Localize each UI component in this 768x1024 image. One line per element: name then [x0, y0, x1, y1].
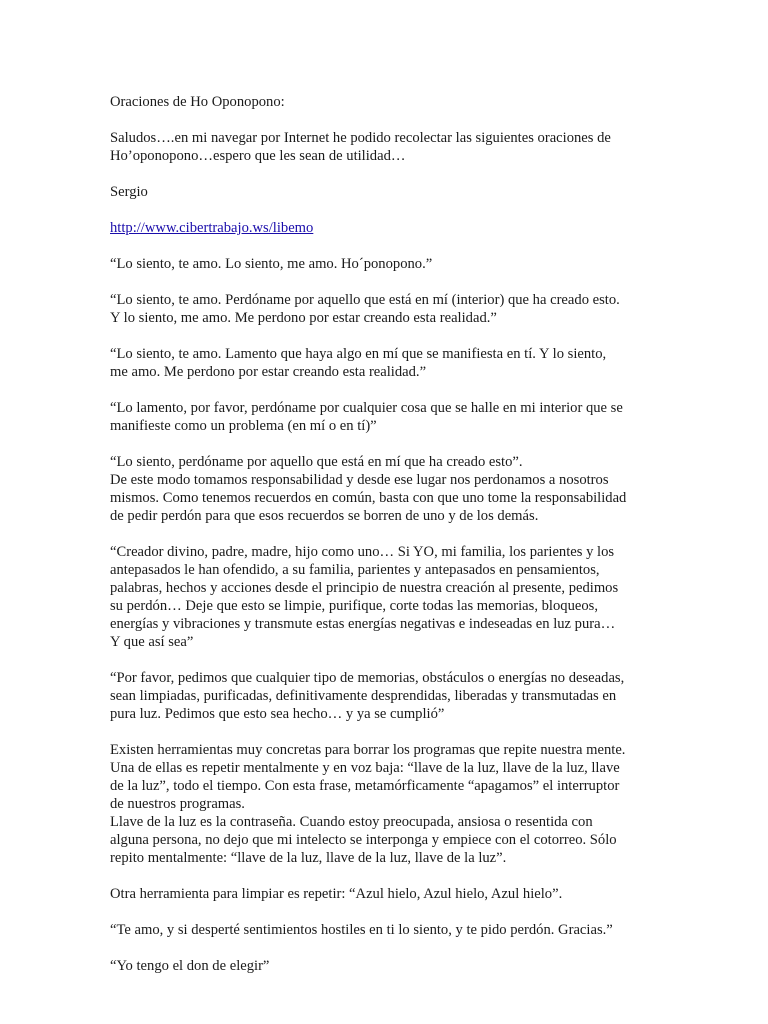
text-line: pura luz. Pedimos que esto sea hecho… y ya se cumplió” [110, 706, 445, 722]
prayer-paragraph [110, 885, 728, 903]
prayer-paragraph [110, 741, 728, 867]
intro-paragraph [110, 129, 728, 165]
text-line: “Por favor, pedimos que cualquier tipo de memorias, obstáculos o energías no deseadas, [110, 670, 625, 686]
text-line: De este modo tomamos responsabilidad y desde ese lugar nos perdonamos a nosotros [110, 472, 609, 488]
prayer-paragraph [110, 399, 728, 435]
prayer-paragraph [110, 453, 728, 525]
text-line: antepasados le han ofendido, a su familia, parientes y antepasados en pensamientos, [110, 562, 600, 578]
prayer-paragraph [110, 255, 728, 273]
text-line: palabras, hechos y acciones desde el principio de nuestra creación al presente, pedimos [110, 580, 619, 596]
text-line: “Yo tengo el don de elegir” [110, 958, 270, 974]
text-line: energías y vibraciones y transmute estas energías negativas e indeseadas en luz pura… [110, 616, 616, 632]
text-line: Y que así sea” [110, 634, 194, 650]
website-link[interactable]: http://www.cibertrabajo.ws/libemo [110, 220, 314, 236]
text-line: repito mentalmente: “llave de la luz, llave de la luz, llave de la luz”. [110, 850, 507, 866]
text-line: sean limpiadas, purificadas, definitivamente desprendidas, liberadas y transmutadas en [110, 688, 617, 704]
text-line: de la luz”, todo el tiempo. Con esta frase, metamórficamente “apagamos” el interruptor [110, 778, 620, 794]
text-line: “Creador divino, padre, madre, hijo como uno… Si YO, mi familia, los parientes y los [110, 544, 615, 560]
text-line: “Lo siento, perdóname por aquello que está en mí que ha creado esto”. [110, 454, 523, 470]
text-line: Existen herramientas muy concretas para borrar los programas que repite nuestra mente. [110, 742, 626, 758]
text-line: “Lo siento, te amo. Perdóname por aquello que está en mí (interior) que ha creado esto. [110, 292, 620, 308]
text-line: su perdón… Deje que esto se limpie, purifique, corte todas las memorias, bloqueos, [110, 598, 598, 614]
text-line: Ho’oponopono…espero que les sean de utilidad… [110, 148, 406, 164]
text-line: “Te amo, y si desperté sentimientos hostiles en ti lo siento, y te pido perdón. Gracias.” [110, 922, 613, 938]
prayers-list [110, 255, 728, 975]
text-line: “Lo lamento, por favor, perdóname por cualquier cosa que se halle en mi interior que se [110, 400, 623, 416]
text-line: mismos. Como tenemos recuerdos en común, basta con que uno tome la responsabilidad [110, 490, 627, 506]
text-line: Y lo siento, me amo. Me perdono por estar creando esta realidad.” [110, 310, 497, 326]
prayer-paragraph [110, 543, 728, 651]
text-line: Llave de la luz es la contraseña. Cuando estoy preocupada, ansiosa o resentida con [110, 814, 593, 830]
prayer-paragraph [110, 669, 728, 723]
prayer-paragraph [110, 921, 728, 939]
text-line: Una de ellas es repetir mentalmente y en voz baja: “llave de la luz, llave de la luz, llave [110, 760, 620, 776]
prayer-paragraph [110, 957, 728, 975]
author-name: Sergio [110, 184, 148, 200]
text-line: de pedir perdón para que esos recuerdos se borren de uno y de los demás. [110, 508, 539, 524]
prayer-paragraph [110, 345, 728, 381]
text-line: alguna persona, no dejo que mi intelecto se interponga y empiece con el cotorreo. Sólo [110, 832, 617, 848]
text-line: manifieste como un problema (en mí o en tí)” [110, 418, 377, 434]
text-line: de nuestros programas. [110, 796, 245, 812]
text-line: me amo. Me perdono por estar creando esta realidad.” [110, 364, 427, 380]
text-line: “Lo siento, te amo. Lamento que haya algo en mí que se manifiesta en tí. Y lo siento, [110, 346, 607, 362]
text-line: Otra herramienta para limpiar es repetir: “Azul hielo, Azul hielo, Azul hielo”. [110, 886, 563, 902]
document-title: Oraciones de Ho Oponopono: [110, 94, 285, 110]
link-paragraph [110, 219, 728, 237]
text-line: Saludos….en mi navegar por Internet he podido recolectar las siguientes oraciones de [110, 130, 611, 146]
prayer-paragraph [110, 291, 728, 327]
text-line: “Lo siento, te amo. Lo siento, me amo. Ho´ponopono.” [110, 256, 433, 272]
